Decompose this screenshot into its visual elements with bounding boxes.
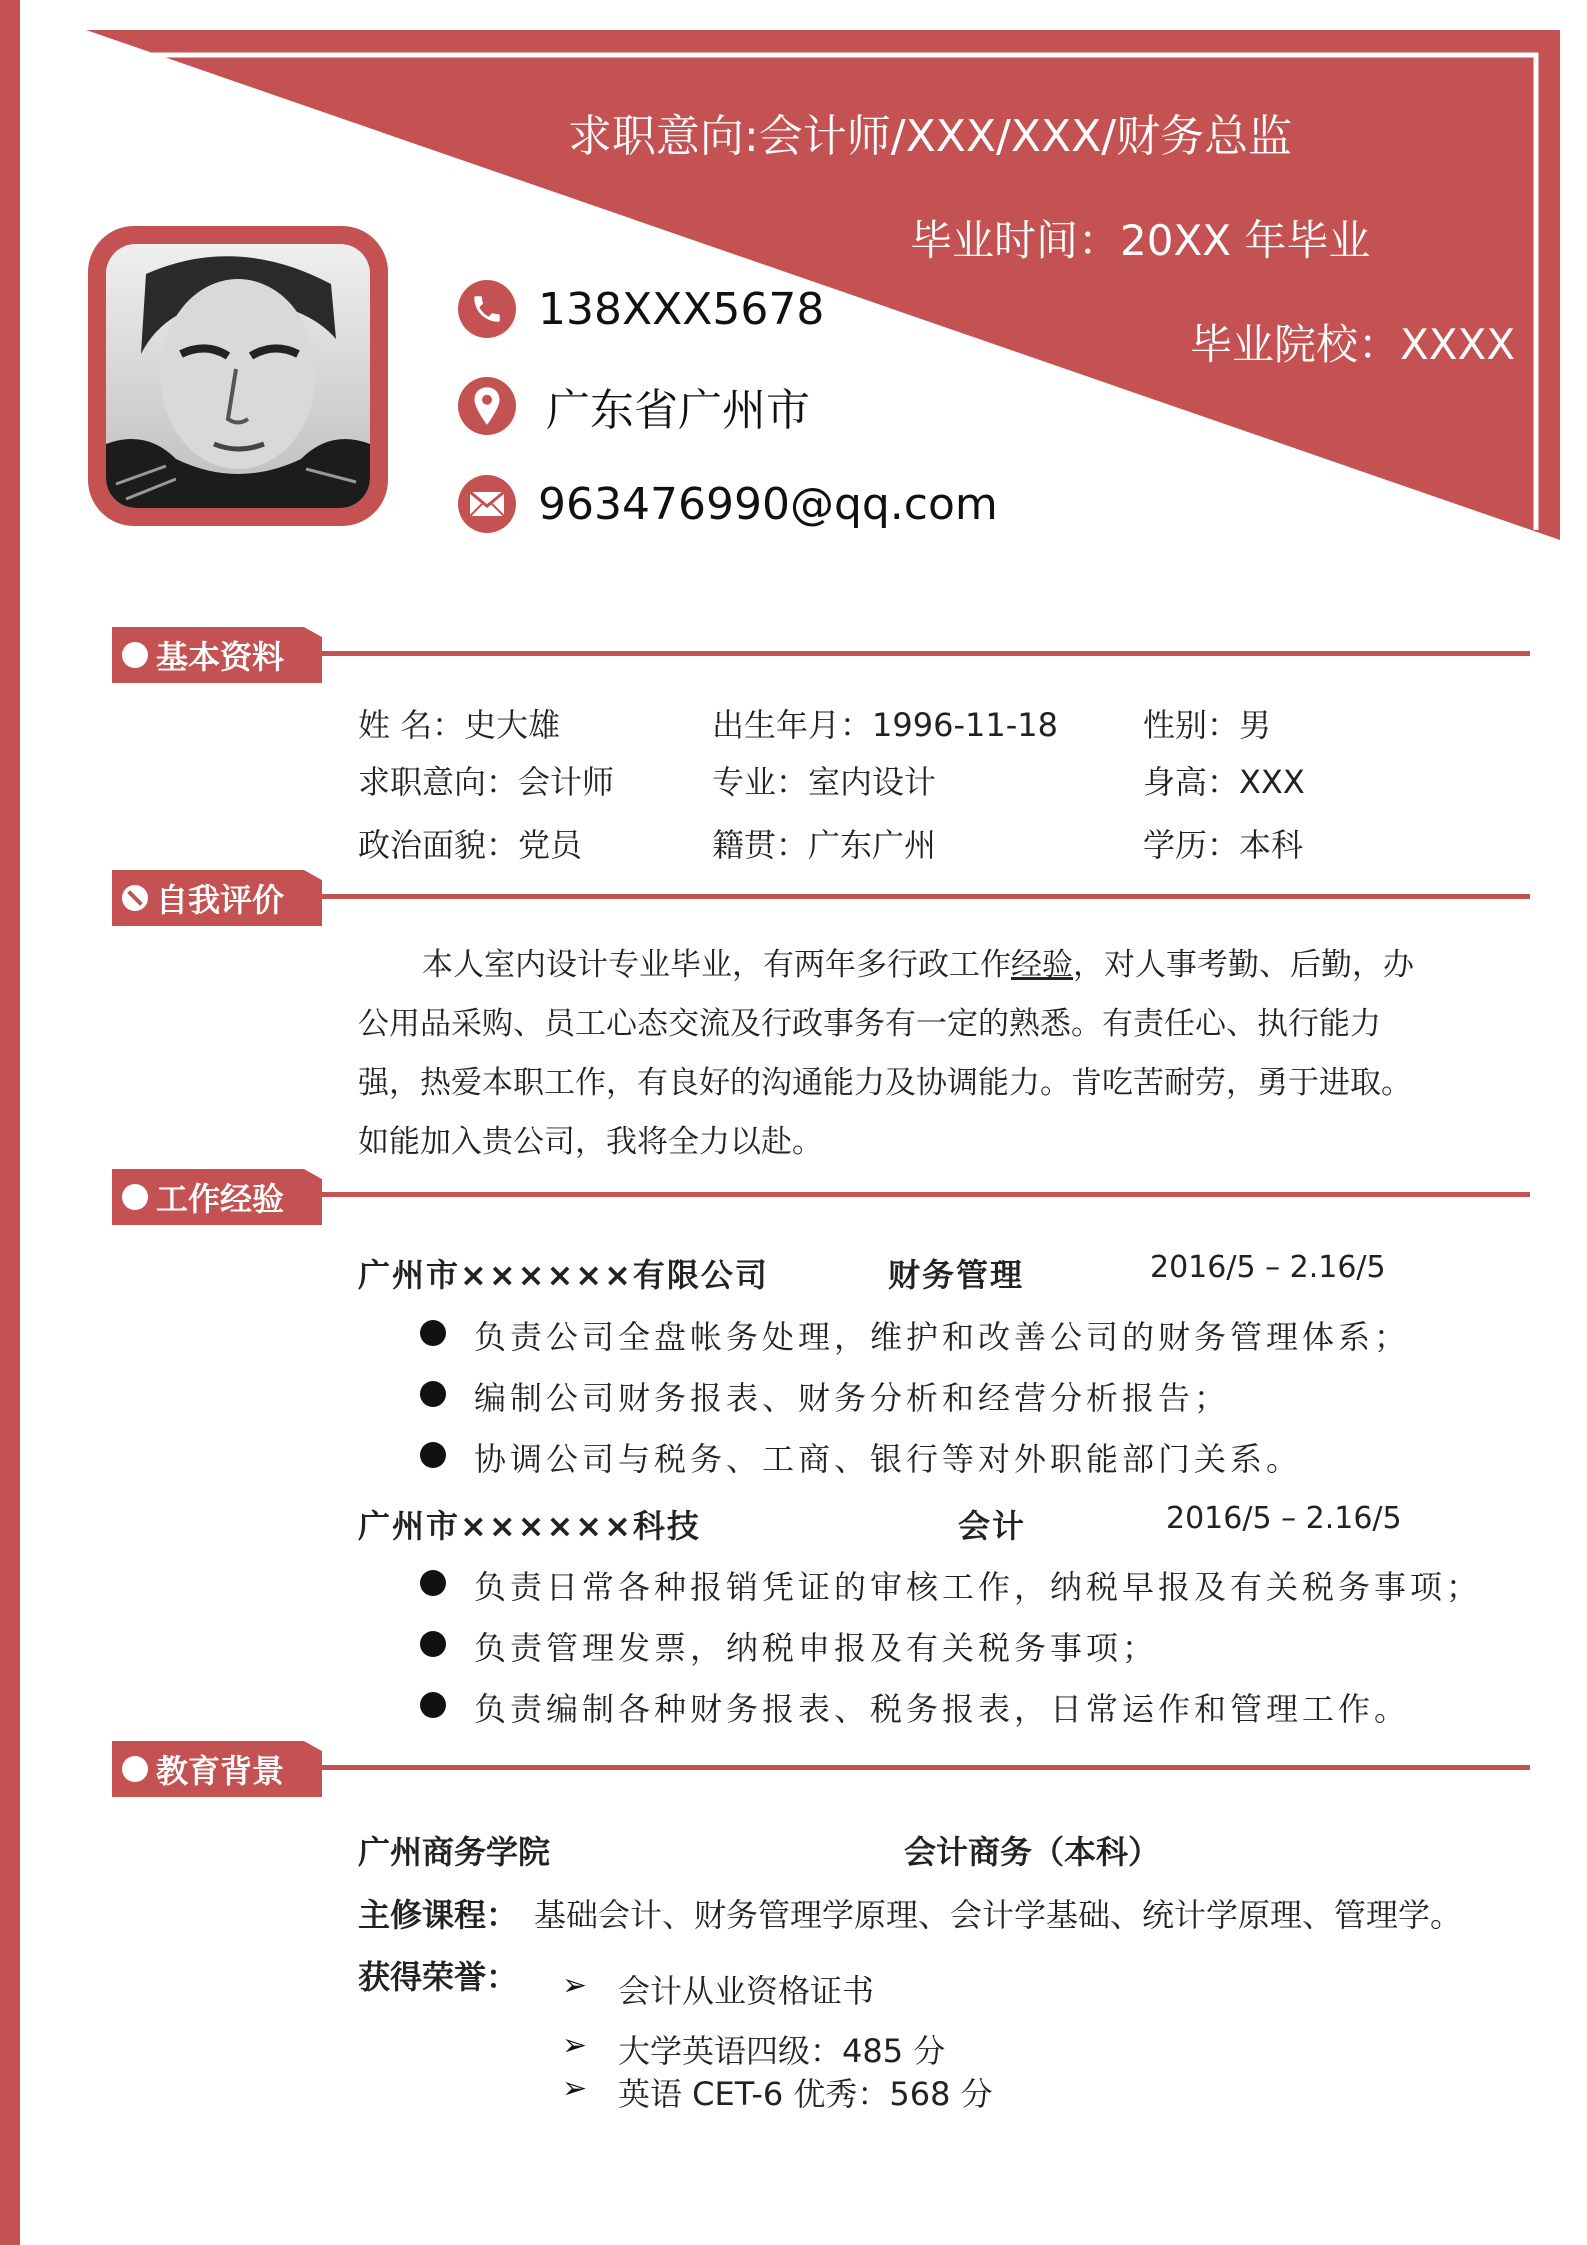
graduation-time: 毕业时间：20XX 年毕业 — [910, 216, 1371, 265]
email-icon — [458, 475, 516, 533]
info-native: 籍贯：广东广州 — [712, 826, 937, 864]
profile-photo-frame — [88, 226, 388, 526]
section-divider — [322, 894, 1530, 899]
job-role: 会计 — [958, 1507, 1027, 1545]
job-duty: 负责编制各种财务报表、税务报表，日常运作和管理工作。 — [474, 1690, 1411, 1728]
profile-photo — [106, 244, 370, 508]
honor-item: 英语 CET-6 优秀：568 分 — [618, 2075, 993, 2113]
bullet-icon — [420, 1320, 446, 1346]
phone-icon — [458, 280, 516, 338]
job-period: 2016/5 – 2.16/5 — [1150, 1250, 1386, 1285]
section-divider — [322, 651, 1530, 656]
phone-number: 138XXX5678 — [538, 283, 825, 335]
arrow-bullet-icon: ➢ — [562, 1968, 588, 2003]
section-tab — [304, 870, 322, 926]
arrow-bullet-icon: ➢ — [562, 2028, 588, 2063]
graduation-school: 毕业院校：XXXX — [1190, 320, 1516, 369]
section-self-evaluation-label — [112, 870, 304, 926]
job-duty: 负责日常各种报销凭证的审核工作，纳税早报及有关税务事项； — [474, 1568, 1483, 1606]
honor-item: 会计从业资格证书 — [618, 1972, 875, 2010]
section-tab — [304, 627, 322, 683]
location-pin-icon — [458, 377, 516, 435]
job-duty: 协调公司与税务、工商、银行等对外职能部门关系。 — [474, 1440, 1303, 1478]
education-major: 会计商务（本科） — [904, 1833, 1161, 1871]
job-company: 广州市××××××有限公司 — [358, 1256, 769, 1294]
section-tab — [304, 1741, 322, 1797]
contact-email-row — [458, 475, 998, 533]
education-school: 广州商务学院 — [358, 1833, 551, 1871]
no-entry-icon — [122, 885, 148, 911]
honor-item: 大学英语四级：485 分 — [618, 2032, 946, 2070]
job-role: 财务管理 — [888, 1256, 1025, 1294]
bullet-icon — [420, 1570, 446, 1596]
section-divider — [322, 1765, 1530, 1770]
job-period: 2016/5 – 2.16/5 — [1166, 1501, 1402, 1536]
bullet-circle-icon — [122, 1184, 148, 1210]
bullet-circle-icon — [122, 642, 148, 668]
section-work-experience-label — [112, 1169, 304, 1225]
courses-label: 主修课程： — [358, 1896, 519, 1934]
bullet-icon — [420, 1631, 446, 1657]
contact-location-row — [458, 374, 810, 438]
info-gender: 性别：男 — [1143, 706, 1272, 744]
section-title: 自我评价 — [156, 881, 285, 919]
self-evaluation-text: 本人室内设计专业毕业，有两年多行政工作经验，对人事考勤、后勤，办公用品采购、员工心态交流及行政事务有一定的熟悉。有责任心、执行能力强，热爱本职工作，有良好的沟通能力及协调能力。肯吃苦耐劳，勇于进取。如能加入贵公司，我将全力以赴。 — [358, 947, 1414, 1160]
info-height: 身高：XXX — [1143, 763, 1305, 801]
section-title: 工作经验 — [156, 1180, 285, 1218]
job-intention-title: 求职意向:会计师/XXX/XXX/财务总监 — [567, 111, 1293, 162]
section-title: 基本资料 — [156, 638, 285, 676]
section-tab — [304, 1169, 322, 1225]
section-basic-info-label — [112, 627, 304, 683]
info-political: 政治面貌：党员 — [358, 826, 583, 864]
job-duty: 编制公司财务报表、财务分析和经营分析报告； — [474, 1379, 1231, 1417]
bullet-icon — [420, 1692, 446, 1718]
arrow-bullet-icon: ➢ — [562, 2071, 588, 2106]
info-birth: 出生年月：1996-11-18 — [712, 706, 1058, 744]
job-duty: 负责管理发票，纳税申报及有关税务事项； — [474, 1629, 1159, 1667]
bullet-icon — [420, 1442, 446, 1468]
job-duty: 负责公司全盘帐务处理，维护和改善公司的财务管理体系； — [474, 1318, 1411, 1356]
section-education-label — [112, 1741, 304, 1797]
job-company: 广州市××××××科技 — [358, 1507, 701, 1545]
courses-list: 基础会计、财务管理学原理、会计学基础、统计学原理、管理学。 — [534, 1896, 1463, 1934]
info-education: 学历：本科 — [1143, 826, 1304, 864]
info-job-intention: 求职意向：会计师 — [358, 763, 615, 801]
info-major: 专业：室内设计 — [712, 763, 937, 801]
email-address: 963476990@qq.com — [538, 478, 998, 530]
honors-label: 获得荣誉： — [358, 1958, 519, 1996]
section-divider — [322, 1192, 1530, 1197]
location-text: 广东省广州市 — [546, 385, 810, 436]
contact-phone-row — [458, 280, 824, 338]
section-title: 教育背景 — [156, 1752, 285, 1790]
bullet-circle-icon — [122, 1756, 148, 1782]
bullet-icon — [420, 1381, 446, 1407]
info-name: 姓 名：史大雄 — [358, 706, 561, 744]
